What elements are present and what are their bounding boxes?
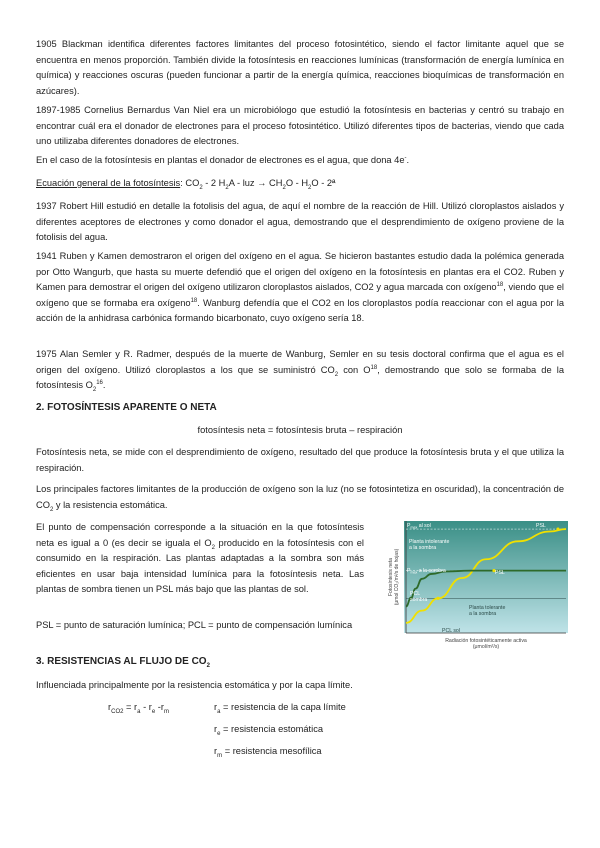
label-pmax-sol: $P_{max}$ al sol [407,523,431,530]
def-resistencia-m: $r_m$ = resistencia mesofílica [214,746,322,759]
label-pmax-sombra: $P_{max}$ a la sombra [407,568,446,575]
ecuacion-resistencias: $r_{CO2} = r_a - r_e$ $-r_m$ [108,702,169,715]
label-tolerante-2: a la sombra [469,611,497,617]
label-psl-top: PSL [536,523,546,529]
marker-psl-sol [556,527,559,530]
paragraph-punto-compensacion: El punto de compensación corresponde a la situación en la que fotosíntesis neta es igual a 0 (es decir se iguala el $O_2$ producido en la fotosíntesis con el consumido en la respiración. Las plantas adaptadas a la sombra son más eficientes en usar baja intensidad lumínica para la fotosíntesis neta. Las plantas de sombra tienen un PSL más bajo que las plantas de sol. [36,522,364,595]
paragraph-plantas: En el caso de la fotosíntesis en plantas el donador de electrones es el agua, que dona 4e-. [36,154,410,165]
marker-pcl-sol [436,597,439,600]
paragraph-1937: 1937 Robert Hill estudió en detalle la fotolisis del agua, de aquí el nombre de la reacción de Hill. Utilizó cloroplastos aislados y diferentes aceptores de electrones y como donador el agua, demostrando que el desprendimiento de oxígeno proviene de la fotolisis del agua. [36,201,564,243]
chart-ylabel-1: Fotosíntesis neta [388,557,394,597]
heading-fotosintesis-neta: 2. FOTOSÍNTESIS APARENTE O NETA [36,402,217,413]
formula-fotosintesis-neta: fotosíntesis neta = fotosíntesis bruta – respiración [197,425,403,435]
paragraph-1905: 1905 Blackman identifica diferentes factores limitantes del proceso fotosintético, siendo el factor limitante aquel que se encuentra en menos proporción. También divide la fotosíntesis en reacciones lumínicas (transformación de energía lumínica en química) y reacciones oscuras (pueden funcionar a partir de la energía química, reacciones bioquímicas de transformación en azúcares). [36,39,564,96]
label-pcl-sombra-2: sombra [410,597,428,603]
label-tolerante-1: Planta tolerante [469,605,506,611]
label-pcl-sol: PCL sol [442,628,460,634]
chart-ylabel-2: (μmol CO₂/m²/s de hojas) [394,548,400,606]
ecuacion-general: Ecuación general de la fotosíntesis: $CO_2 - 2$ $H_2A$ - luz → $CH_2O - H_2O$ - 2ª [36,178,336,191]
grafico-fotosintesis-luz [376,515,572,663]
chart-xlabel-1: Radiación fotosintéticamente activa [445,638,527,644]
paragraph-influenciada: Influenciada principalmente por la resistencia estomática y por la capa límite. [36,680,353,690]
paragraph-factores-limitantes: Los principales factores limitantes de la producción de oxígeno son la luz (no se fotosintetiza en oscuridad), la concentración de $CO_2$ y la resistencia estomática. [36,484,564,513]
label-pcl-sombra-1: PCL [410,591,421,597]
label-intolerante-1: Planta intolerante [409,539,450,545]
heading-resistencias-co2: 3. RESISTENCIAS AL FLUJO DE $CO_2$ [36,656,210,669]
def-resistencia-e: $r_e$ = resistencia estomática [214,724,324,737]
label-intolerante-2: a la sombra [409,545,437,551]
def-resistencia-a: $r_a$ = resistencia de la capa límite [214,702,346,715]
paragraph-psl-pcl: PSL = punto de saturación lumínica; PCL = punto de compensación lumínica [36,620,353,630]
paragraph-1897: 1897-1985 Cornelius Bernardus Van Niel era un microbiólogo que estudió la fotosíntesis en bacterias y centró su trabajo en encontrar cuál era el donador de electrones para el proceso fotosintético. Utilizó diferentes tipos de bacterias, viendo que cada uno utilizaba diferentes donadores de electrones. [36,105,564,147]
paragraph-1941: 1941 Ruben y Kamen demostraron el origen del oxígeno en el agua. Se hicieron bastantes estudio dada la polémica generada por Otto Wangurb, que hasta su muerte defendió que el origen del oxígeno en la fotosíntesis en plantas era el CO2. Ruben y Kamen para demostrar el origen del oxígeno utilizaron cloroplastos aislados, CO2 y agua marcada con oxígeno$^{18}$, viendo que el oxígeno que se formaba era oxígeno$^{18}$. Wanburg defendía que el CO2 en los cloroplastos podía reaccionar con el agua por la acción de la anhidrasa carbónica formando bicarbonato, cuyo oxígeno sería 18. [36,251,564,324]
label-psl-mid: PSL [495,570,505,576]
paragraph-neta-definicion: Fotosíntesis neta, se mide con el desprendimiento de oxígeno, resultado del que produce la fotosíntesis bruta y el que utiliza la respiración. [36,447,564,473]
chart-xlabel-2: (μmol/m²/s) [472,644,500,650]
paragraph-1975: 1975 Alan Semler y R. Radmer, después de la muerte de Wanburg, Semler en su tesis doctoral confirma que el agua es el origen del oxígeno. Utilizó cloroplastos a los que se suministró $CO_2$ con $O^{18}$, demostrando que solo se formaba de la fotosíntesis $O_2^{16}$. [36,349,564,394]
